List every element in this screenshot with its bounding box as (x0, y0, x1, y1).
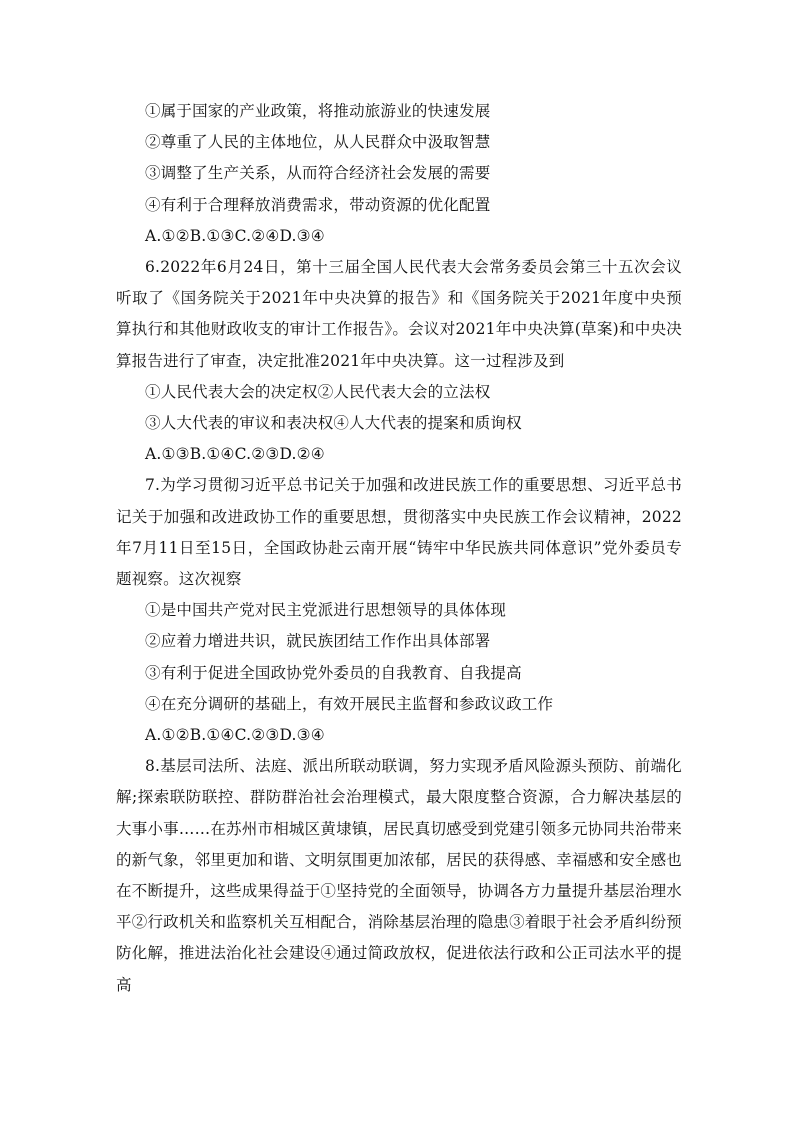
question-8 (116, 751, 682, 1001)
q6-choices: A.①③B.①④C.②③D.②④ (145, 445, 325, 464)
q5-option-2: ②尊重了人民的主体地位，从人民群众中汲取智慧 (145, 133, 491, 152)
q7-option-1: ①是中国共产党对民主党派进行思想领导的具体体现 (145, 601, 507, 620)
q8-stem: 8.基层司法所、法庭、派出所联动联调，努力实现矛盾风险源头预防、前端化解;探索联防联控、群防群治社会治理模式，最大限度整合资源，合力解决基层的大事小事……在苏州市相城区黄埭镇，居民真切感受到党建引领多元协同共治带来的新气象，邻里更加和谐、文明氛围更加浓郁，居民的获得感、幸福感和安全感也在不断提升，这些成果得益于①坚持党的全面领导，协调各方力量提升基层治理水平②行政机关和监察机关互相配合，消除基层治理的隐患③着眼于社会矛盾纠纷预防化解，推进法治化社会建设④通过简政放权，促进依法行政和公正司法水平的提高 (116, 757, 682, 994)
q7-stem: 7.为学习贯彻习近平总书记关于加强和改进民族工作的重要思想、习近平总书记关于加强和改进政协工作的重要思想，贯彻落实中央民族工作会议精神，2022年7月11日至15日，全国政协赴云南开展“铸牢中华民族共同体意识”党外委员专题视察。这次视察 (116, 476, 682, 589)
question-6 (116, 252, 682, 470)
q5-choices: A.①②B.①③C.②④D.③④ (145, 226, 325, 245)
document-content (116, 96, 682, 1001)
question-7 (116, 470, 682, 751)
q7-choices: A.①②B.①④C.②③D.③④ (145, 726, 325, 745)
q7-option-3: ③有利于促进全国政协党外委员的自我教育、自我提高 (145, 663, 522, 682)
q6-option-2: ③人大代表的审议和表决权④人大代表的提案和质询权 (145, 414, 522, 433)
q5-option-1: ①属于国家的产业政策，将推动旅游业的快速发展 (145, 102, 491, 120)
q5-option-3: ③调整了生产关系，从而符合经济社会发展的需要 (145, 164, 491, 183)
q6-option-1: ①人民代表大会的决定权②人民代表大会的立法权 (145, 382, 491, 401)
q7-option-4: ④在充分调研的基础上，有效开展民主监督和参政议政工作 (145, 694, 554, 713)
q7-option-2: ②应着力增进共识，就民族团结工作作出具体部署 (145, 632, 491, 651)
q5-option-4: ④有利于合理释放消费需求，带动资源的优化配置 (145, 195, 491, 214)
question-5 (116, 96, 682, 252)
q6-stem: 6.2022年6月24日，第十三届全国人民代表大会常务委员会第三十五次会议听取了《国务院关于2021年中央决算的报告》和《国务院关于2021年度中央预算执行和其他财政收支的审计工作报告》。会议对2021年中央决算(草案)和中央决算报告进行了审查，决定批准2021年中央决算。这一过程涉及到 (116, 258, 682, 370)
